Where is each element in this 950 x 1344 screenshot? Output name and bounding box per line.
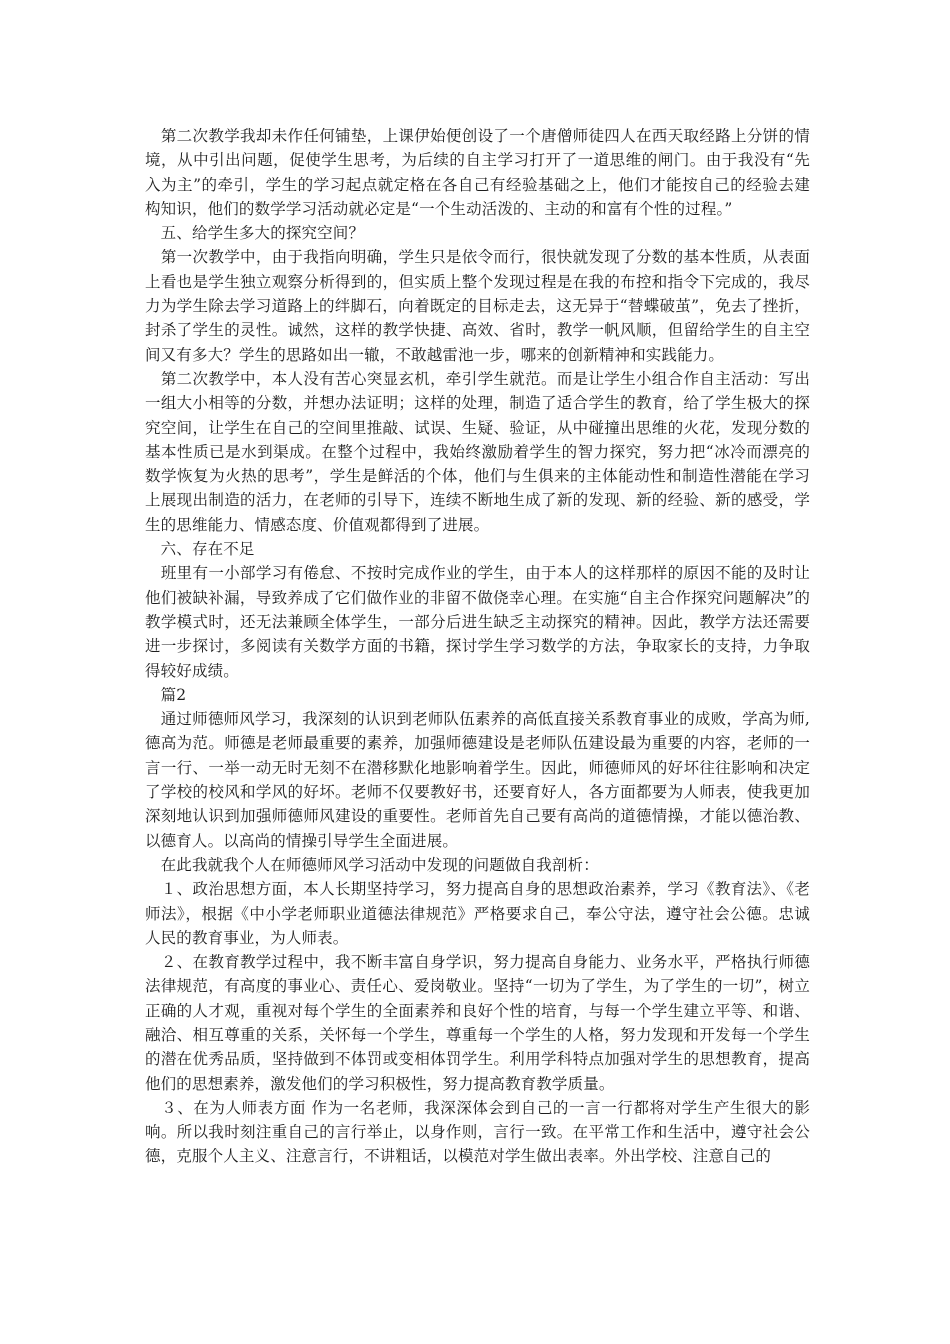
document-body	[145, 124, 810, 1169]
paragraph-first-teaching: 第一次教学中，由于我指向明确，学生只是依令而行，很快就发现了分数的基本性质，从表面上看也是学生独立观察分析得到的，但实质上整个发现过程是在我的布控和指令下完成的，我尽力为学生除去学习道路上的绊脚石，向着既定的目标走去，这无异于“替蝶破茧”，免去了挫折，封杀了学生的灵性。诚然，这样的教学快捷、高效、省时，教学一帆风顺，但留给学生的自主空间又有多大？学生的思路如出一辙，不敢越雷池一步，哪来的创新精神和实践能力。	[145, 248, 810, 364]
section-heading-part-2: 篇2	[145, 685, 187, 704]
paragraph-teacher-ethics: 通过师德师风学习，我深刻的认识到老师队伍素养的高低直接关系教育事业的成败，学高为师,德高为范。师德是老师最重要的素养，加强师德建设是老师队伍建设最为重要的内容，老师的一言一行、一举一动无时无刻不在潜移默化地影响着学生。因此，师德师风的好坏往往影响和决定了学校的校风和学风的好坏。老师不仅要教好书，还要育好人，各方面都要为人师表，使我更加深刻地认识到加强师德师风建设的重要性。老师首先自己要有高尚的道德情操，才能以德治教、以德育人。以高尚的情操引导学生全面进展。	[145, 710, 810, 850]
section-heading-six: 六、存在不足	[145, 540, 255, 559]
paragraph-second-teaching-exploration: 第二次教学中，本人没有苦心突显玄机，牵引学生就范。而是让学生小组合作自主活动：写出一组大小相等的分数，并想办法证明；这样的处理，制造了适合学生的教育，给了学生极大的探究空间，让学生在自己的空间里推敲、试误、生疑、验证，从中碰撞出思维的火花，发现分数的基本性质已是水到渠成。在整个过程中，我始终激励着学生的智力探究，努力把“冰冷而漂亮的数学恢复为火热的思考”，学生是鲜活的个体，他们与生俱来的主体能动性和制造性潜能在学习上展现出制造的活力，在老师的引导下，连续不断地生成了新的发现、新的经验、新的感受，学生的思维能力、情感态度、价值观都得到了进展。	[145, 369, 810, 534]
paragraph-shortcomings: 班里有一小部学习有倦怠、不按时完成作业的学生，由于本人的这样那样的原因不能的及时让他们被缺补漏，导致养成了它们做作业的非留不做侥幸心理。在实施“自主合作探究问题解决”的教学模式时，还无法兼顾全体学生，一部分后进生缺乏主动探究的精神。因此，教学方法还需要进一步探讨，多阅读有关数学方面的书籍，探讨学生学习数学的方法，争取家长的支持，力争取得较好成绩。	[145, 564, 810, 680]
paragraph-second-teaching: 第二次教学我却未作任何铺垫，上课伊始便创设了一个唐僧师徒四人在西天取经路上分饼的情境，从中引出问题，促使学生思考，为后续的自主学习打开了一道思维的闸门。由于我没有“先入为主”的牵引，学生的学习起点就定格在各自己有经验基础之上，他们才能按自己的经验去建构知识，他们的数学学习活动就必定是“一个生动活泼的、主动的和富有个性的过程。”	[145, 127, 810, 218]
paragraph-item-3: ３、在为人师表方面 作为一名老师，我深深体会到自己的一言一行都将对学生产生很大的影响。所以我时刻注重自己的言行举止，以身作则，言行一致。在平常工作和生活中，遵守社会公德，克服个人主义、注意言行，不讲粗话，以模范对学生做出表率。外出学校、注意自己的	[145, 1098, 810, 1166]
section-heading-five: 五、给学生多大的探究空间？	[145, 224, 365, 243]
paragraph-self-analysis-intro: 在此我就我个人在师德师风学习活动中发现的问题做自我剖析：	[145, 855, 599, 874]
paragraph-item-2: ２、在教育教学过程中，我不断丰富自身学识，努力提高自身能力、业务水平，严格执行师德法律规范，有高度的事业心、责任心、爱岗敬业。坚持“一切为了学生，为了学生的一切”，树立 正确的人才观，重视对每个学生的全面素养和良好个性的培育，与每一个学生建立平等、和谐、融洽、相互尊重的关系，关怀每一个学生，尊重每一个学生的人格，努力发现和开发每一个学生的潜在优秀品质，坚持做到不体罚或变相体罚学生。利用学科特点加强对学生的思想教育，提高他们的思想素养，激发他们的学习积极性，努力提高教育教学质量。	[145, 953, 810, 1093]
paragraph-item-1: １、政治思想方面，本人长期坚持学习，努力提高自身的思想政治素养，学习《教育法》、《老师法》，根据《中小学老师职业道德法律规范》严格要求自己，奉公守法，遵守社会公德。忠诚人民的教育事业，为人师表。	[145, 880, 810, 947]
